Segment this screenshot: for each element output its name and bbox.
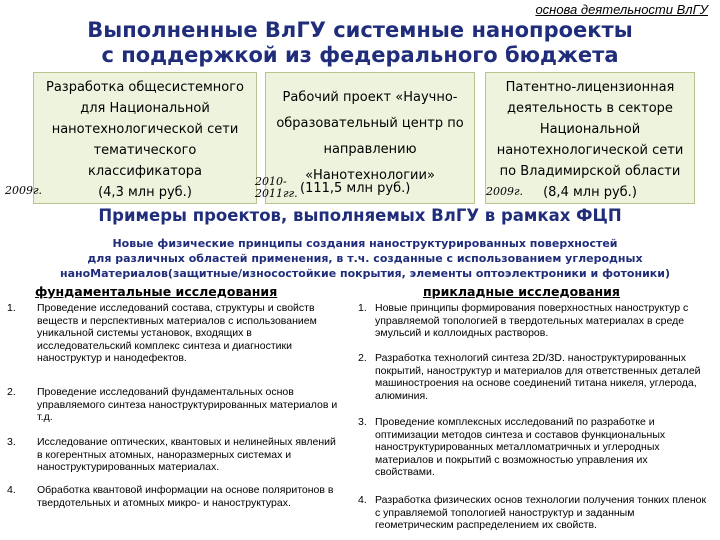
list-item-text: Разработка физических основ технологии получения тонких пленок с управляемой топологией наноструктур и заданным геометрическим распределением их свойств. (375, 494, 707, 532)
list-item (358, 416, 707, 494)
box-line: направлению (323, 142, 417, 157)
box-year (255, 176, 298, 200)
list-item-number: 2. (358, 352, 367, 364)
box-line: нанотехнологической сети (496, 143, 684, 158)
list-item (7, 302, 339, 386)
list-item (7, 386, 339, 436)
fundamental-research-list (7, 302, 339, 509)
list-item (7, 436, 339, 484)
intro-line-3: наноМатериалов(защитные/износостойкие покрытия, элементы оптоэлектроники и фотоники) (59, 267, 671, 280)
list-item (7, 484, 339, 509)
list-item-text: Проведение комплексных исследований по разработке и оптимизации методов синтеза и составов функциональных наноструктурированных металломатричных и углеродных материалов и покрытий с возможностью управления их свойствами. (375, 416, 666, 479)
title-line-2: с поддержкой из федерального бюджета (101, 43, 619, 67)
box-line: Национальной (539, 122, 641, 137)
box-line: классификатора (88, 164, 202, 179)
box-line: Разработка общесистемного (45, 80, 244, 95)
box-amount: (4,3 млн руб.) (98, 185, 192, 200)
box-line: «Нанотехнологии» (305, 168, 435, 183)
title-line-1: Выполненные ВлГУ системные нанопроекты (87, 18, 633, 42)
box-year: 2009г. (5, 184, 43, 197)
box-year: 2009г. (486, 185, 524, 198)
page-title (0, 18, 720, 68)
project-box-classifier (33, 72, 257, 204)
header-note: основа деятельности ВлГУ (535, 2, 708, 17)
list-item-text: Исследование оптических, квантовых и нелинейных явлений в когерентных атомных, наноразмерных системах и наноструктурированных материалах. (37, 436, 336, 474)
list-item (358, 494, 707, 532)
box-line: для Национальной (80, 101, 210, 116)
intro-line-2: для различных областей применения, в т.ч. созданные с использованием углеродных (87, 252, 643, 265)
fundamental-research-heading: фундаментальные исследования (35, 284, 278, 299)
box-line: образовательный центр по (276, 116, 464, 131)
box-year-start: 2010- (255, 175, 287, 188)
box-line: по Владимирской области (499, 164, 681, 179)
applied-research-heading: прикладные исследования (423, 284, 620, 299)
box-year-end: 2011гг. (255, 187, 298, 200)
box-line: Рабочий проект «Научно- (282, 90, 458, 105)
section-title: Примеры проектов, выполняемых ВлГУ в рамках ФЦП (98, 206, 622, 225)
list-item-number: 1. (358, 302, 367, 314)
box-line: тематического (93, 143, 197, 158)
box-amount: (8,4 млн руб.) (543, 185, 637, 200)
list-item (358, 352, 707, 416)
box-line: нанотехнологической сети (51, 122, 239, 137)
intro-line-1: Новые физические принципы создания наноструктурированных поверхностей (112, 237, 618, 250)
box-line: деятельность в секторе (507, 101, 673, 116)
list-item-number: 3. (7, 436, 16, 448)
section-intro (20, 236, 710, 281)
list-item (358, 302, 707, 352)
list-item-text: Разработка технологий синтеза 2D/3D. наноструктурированных покрытий, наноструктур и материалов для ответственных деталей машиностроения на основе соединений титана никеля, углерода, алюминия. (375, 352, 701, 402)
list-item-number: 2. (7, 386, 16, 398)
box-amount: (111,5 млн руб.) (300, 181, 411, 196)
applied-research-list (358, 302, 707, 532)
list-item-number: 1. (7, 302, 16, 314)
list-item-text: Проведение исследований фундаментальных основ управляемого синтеза наноструктурированных материалов и т.д. (37, 386, 338, 424)
list-item-number: 3. (358, 416, 367, 428)
list-item-text: Обработка квантовой информации на основе поляритонов в твердотельных и атомных микро- и наноструктурах. (37, 484, 334, 509)
list-item-number: 4. (358, 494, 367, 506)
list-item-number: 4. (7, 484, 16, 496)
list-item-text: Новые принципы формирования поверхностных наноструктур с управляемой топологией в твердотельных материалах в среде эмульсий и коллоидных растворов. (375, 302, 689, 340)
box-line: Патентно-лицензионная (505, 80, 675, 95)
list-item-text: Проведение исследований состава, структуры и свойств веществ и перспективных материалов с использованием уникальной системы установок, входящих в исследовательский комплекс синтеза и диагностики наноструктур и нанодефектов. (37, 302, 317, 365)
